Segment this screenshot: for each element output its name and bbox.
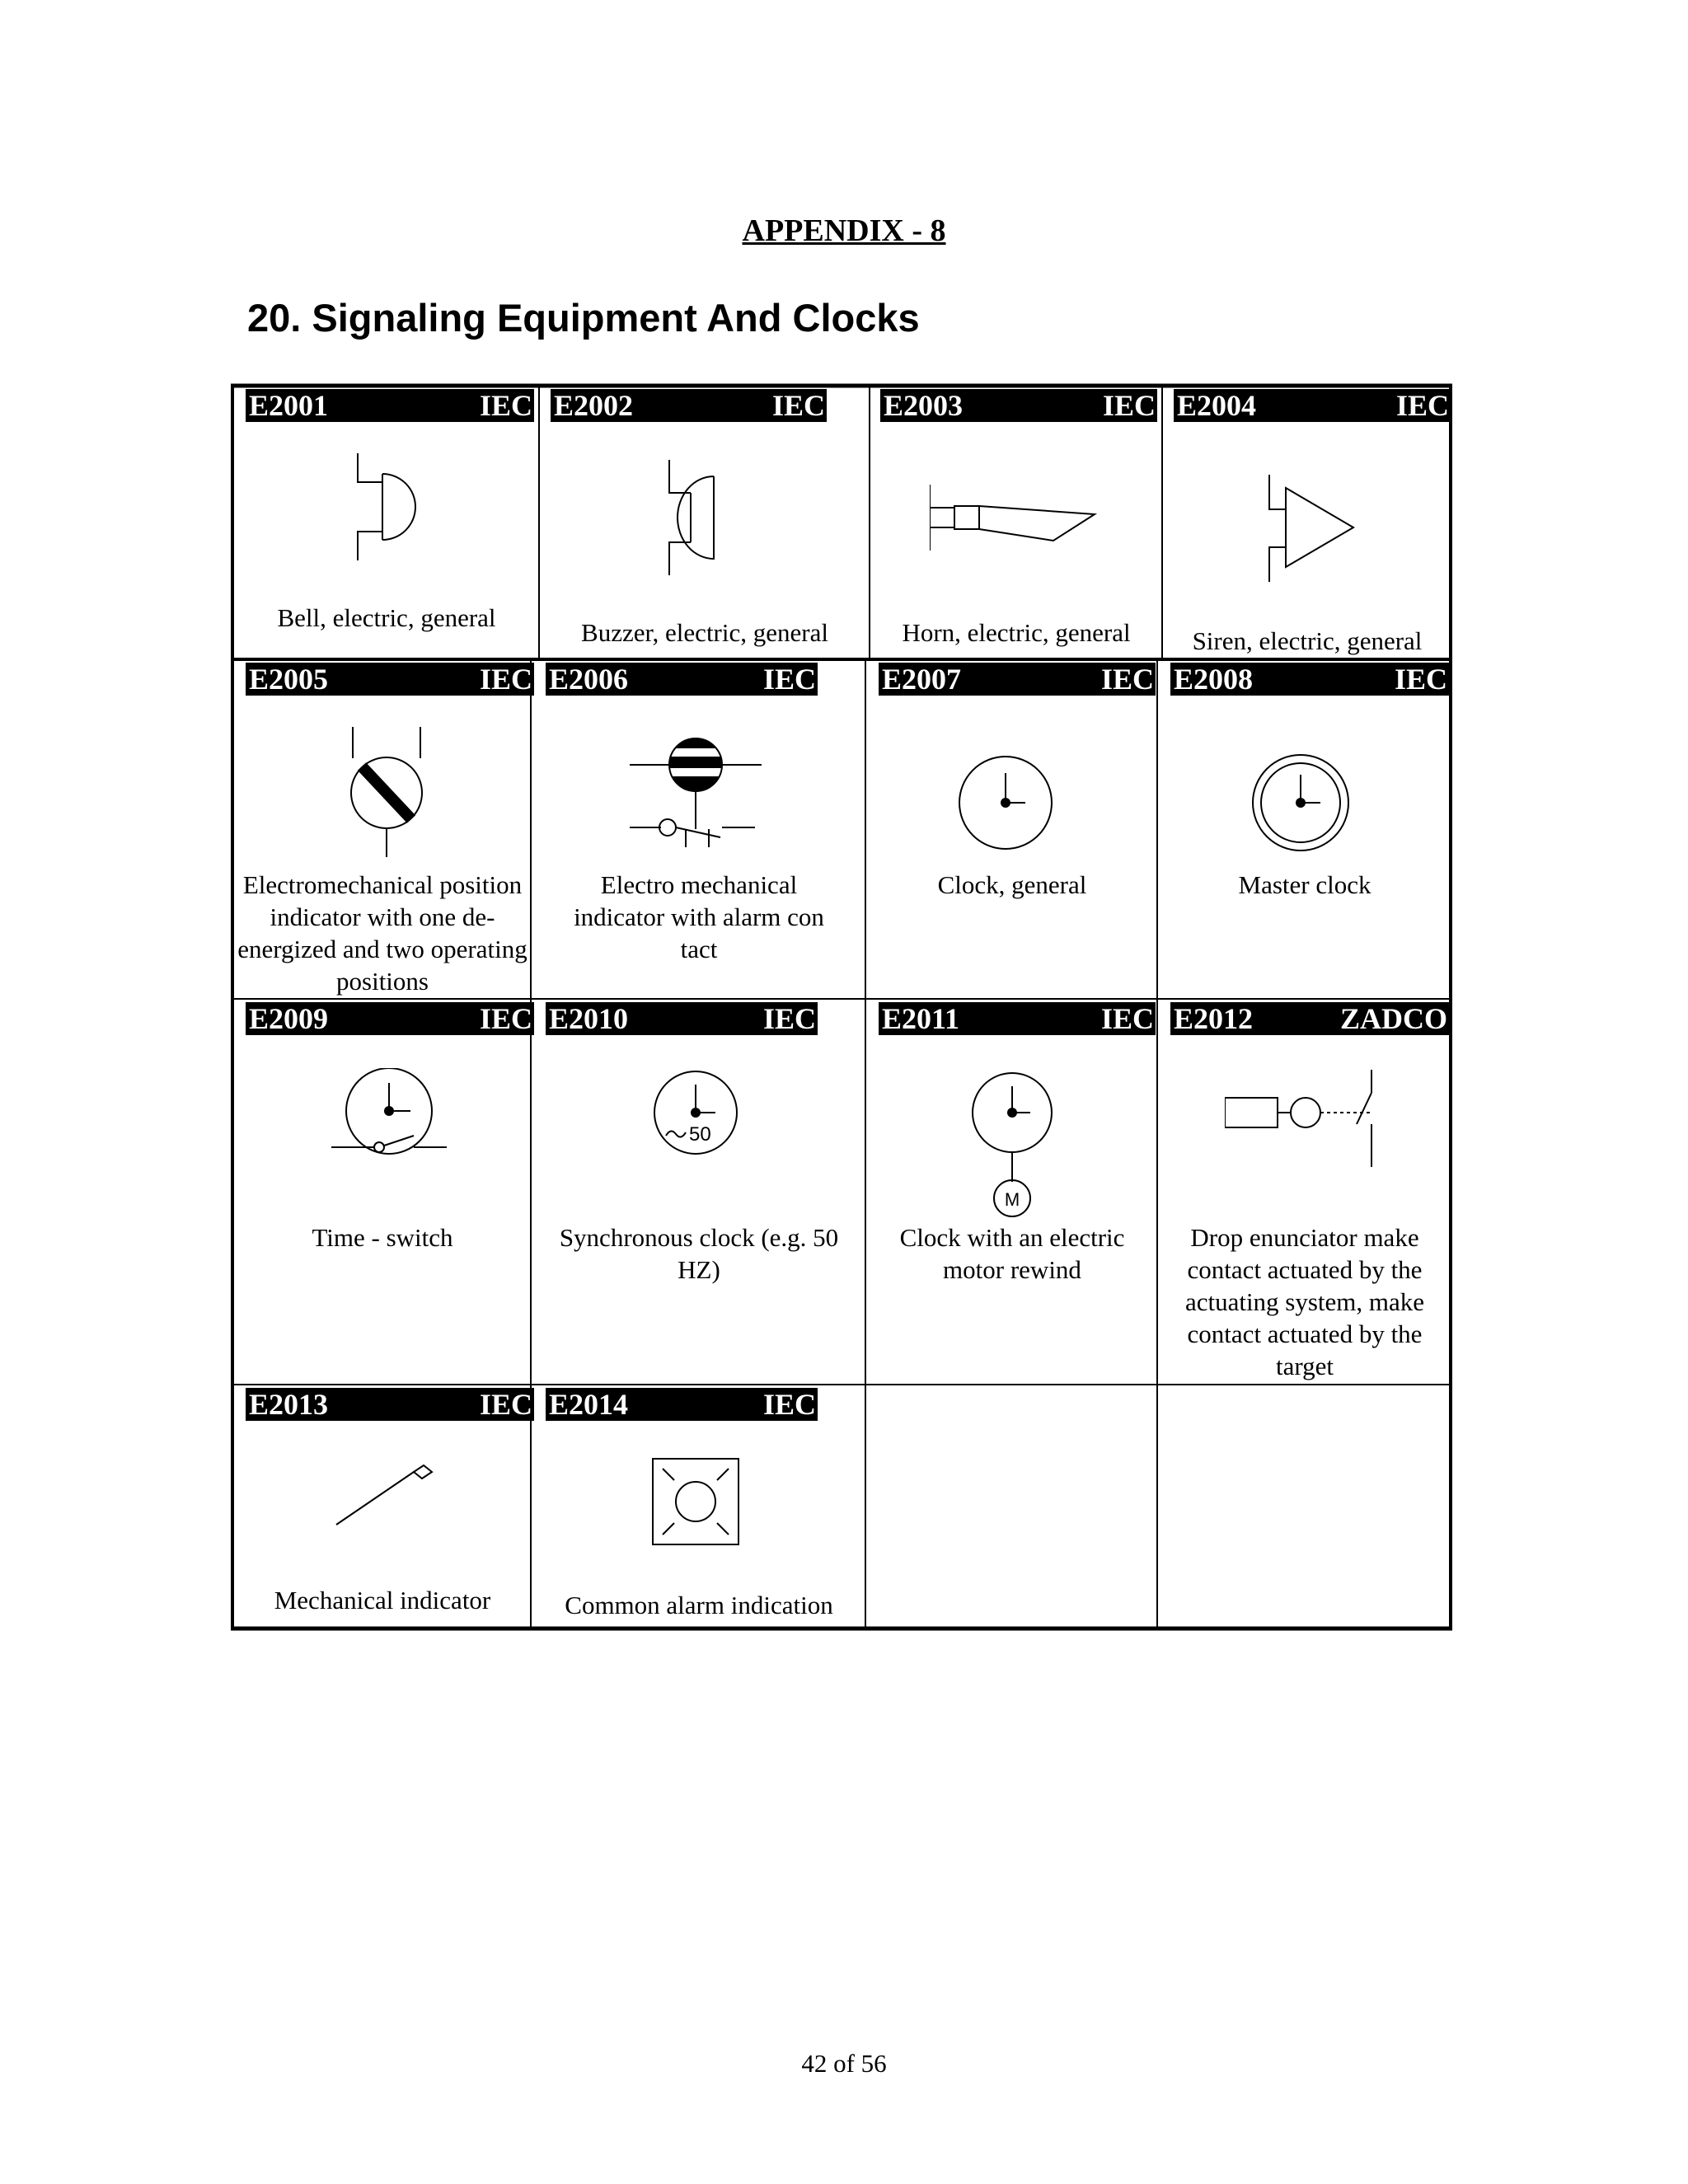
- symbol-standard: IEC: [762, 1388, 816, 1421]
- symbol-code: E2011: [882, 1002, 960, 1035]
- symbol-caption: Horn, electric, general: [902, 618, 1131, 647]
- symbol-header: [880, 389, 1157, 422]
- page-number: 42 of 56: [801, 2049, 887, 2078]
- symbol-caption: Electromechanical position indicator with one de-energized and two operating positions: [237, 870, 528, 996]
- symbol-standard: IEC: [479, 1002, 532, 1035]
- symbol-code: E2004: [1177, 389, 1257, 422]
- symbol-header: [546, 1388, 818, 1421]
- symbol-header: [1174, 389, 1451, 422]
- symbol-code: E2001: [249, 389, 329, 422]
- symbol-header: [551, 389, 827, 422]
- symbol-caption: Time - switch: [312, 1223, 453, 1252]
- symbol-code: E2010: [549, 1002, 629, 1035]
- symbol-standard: IEC: [1395, 389, 1449, 422]
- empty-cell: [867, 1385, 1157, 1629]
- symbol-code: E2008: [1174, 663, 1254, 696]
- symbol-caption: Drop enunciator make contact actuated by the actuating system, make contact actuated by the target: [1184, 1223, 1425, 1380]
- symbol-standard: ZADCO: [1339, 1002, 1447, 1035]
- symbol-caption: Clock with an electric motor rewind: [899, 1223, 1125, 1284]
- symbol-cell-e2010: [532, 999, 865, 1385]
- symbol-caption: Bell, electric, general: [277, 603, 496, 632]
- mechanical-indicator-icon: [333, 1462, 440, 1528]
- symbol-cell-e2013: [234, 1385, 531, 1629]
- symbol-caption: Electro mechanical indicator with alarm con tact: [574, 870, 824, 963]
- symbol-caption: Siren, electric, general: [1192, 626, 1423, 655]
- symbol-cell-e2003: [870, 386, 1162, 659]
- section-title: 20. Signaling Equipment And Clocks: [247, 296, 920, 340]
- alarm-indicator-icon: [630, 732, 762, 847]
- buzzer-icon: [661, 460, 752, 575]
- symbol-cell-e2001: [234, 386, 539, 659]
- synchronous-clock-icon: [651, 1068, 740, 1157]
- symbol-standard: IEC: [479, 663, 532, 696]
- symbol-header: [246, 663, 534, 696]
- symbol-caption: Buzzer, electric, general: [581, 618, 828, 647]
- motor-rewind-clock-icon: [969, 1070, 1055, 1218]
- symbol-caption: Clock, general: [937, 870, 1087, 899]
- symbol-standard: IEC: [762, 663, 816, 696]
- symbol-header: [246, 1388, 534, 1421]
- symbol-cell-e2007: [867, 659, 1157, 999]
- symbol-code: E2014: [549, 1388, 629, 1421]
- clock-icon: [956, 753, 1055, 852]
- symbol-cell-e2004: [1164, 386, 1451, 659]
- drop-enunciator-icon: [1225, 1070, 1390, 1177]
- symbol-code: E2012: [1174, 1002, 1254, 1035]
- symbol-cell-e2012: [1159, 999, 1451, 1385]
- symbol-standard: IEC: [762, 1002, 816, 1035]
- symbol-cell-e2014: [532, 1385, 865, 1629]
- symbol-standard: IEC: [479, 389, 532, 422]
- common-alarm-icon: [651, 1457, 742, 1548]
- motor-label: M: [1004, 1189, 1020, 1210]
- symbol-header: [1170, 663, 1449, 696]
- symbol-standard: IEC: [479, 1388, 532, 1421]
- symbol-header: [546, 663, 818, 696]
- frequency-label: 50: [689, 1123, 711, 1146]
- symbol-cell-e2008: [1159, 659, 1451, 999]
- position-indicator-icon: [341, 727, 432, 859]
- symbol-standard: IEC: [1394, 663, 1447, 696]
- symbol-header: [246, 389, 534, 422]
- bell-icon: [349, 453, 432, 560]
- symbol-cell-e2005: [234, 659, 531, 999]
- symbol-header: [546, 1002, 818, 1035]
- siren-icon: [1263, 475, 1362, 582]
- symbol-standard: IEC: [771, 389, 825, 422]
- symbol-caption: Synchronous clock (e.g. 50 HZ): [559, 1223, 839, 1284]
- symbol-cell-e2006: [532, 659, 865, 999]
- symbol-caption: Mechanical indicator: [274, 1586, 491, 1615]
- symbol-header: [879, 1002, 1156, 1035]
- symbol-cell-e2011: [867, 999, 1157, 1385]
- appendix-heading: APPENDIX - 8: [742, 213, 946, 248]
- symbol-header: [879, 663, 1156, 696]
- symbol-code: E2009: [249, 1002, 329, 1035]
- time-switch-icon: [331, 1068, 447, 1159]
- empty-cell: [1159, 1385, 1451, 1629]
- symbol-header: [1170, 1002, 1449, 1035]
- symbol-code: E2003: [884, 389, 964, 422]
- symbol-cell-e2002: [541, 386, 869, 659]
- symbol-caption: Common alarm indication: [565, 1591, 833, 1619]
- symbol-standard: IEC: [1102, 389, 1156, 422]
- symbol-caption: Master clock: [1238, 870, 1372, 899]
- symbol-code: E2005: [249, 663, 329, 696]
- symbol-code: E2002: [554, 389, 634, 422]
- horn-icon: [930, 485, 1103, 559]
- symbol-code: E2006: [549, 663, 629, 696]
- symbol-code: E2007: [882, 663, 962, 696]
- symbol-header: [246, 1002, 534, 1035]
- symbol-standard: IEC: [1100, 1002, 1154, 1035]
- symbol-standard: IEC: [1100, 663, 1154, 696]
- master-clock-icon: [1250, 752, 1352, 854]
- symbol-cell-e2009: [234, 999, 531, 1385]
- symbol-code: E2013: [249, 1388, 329, 1421]
